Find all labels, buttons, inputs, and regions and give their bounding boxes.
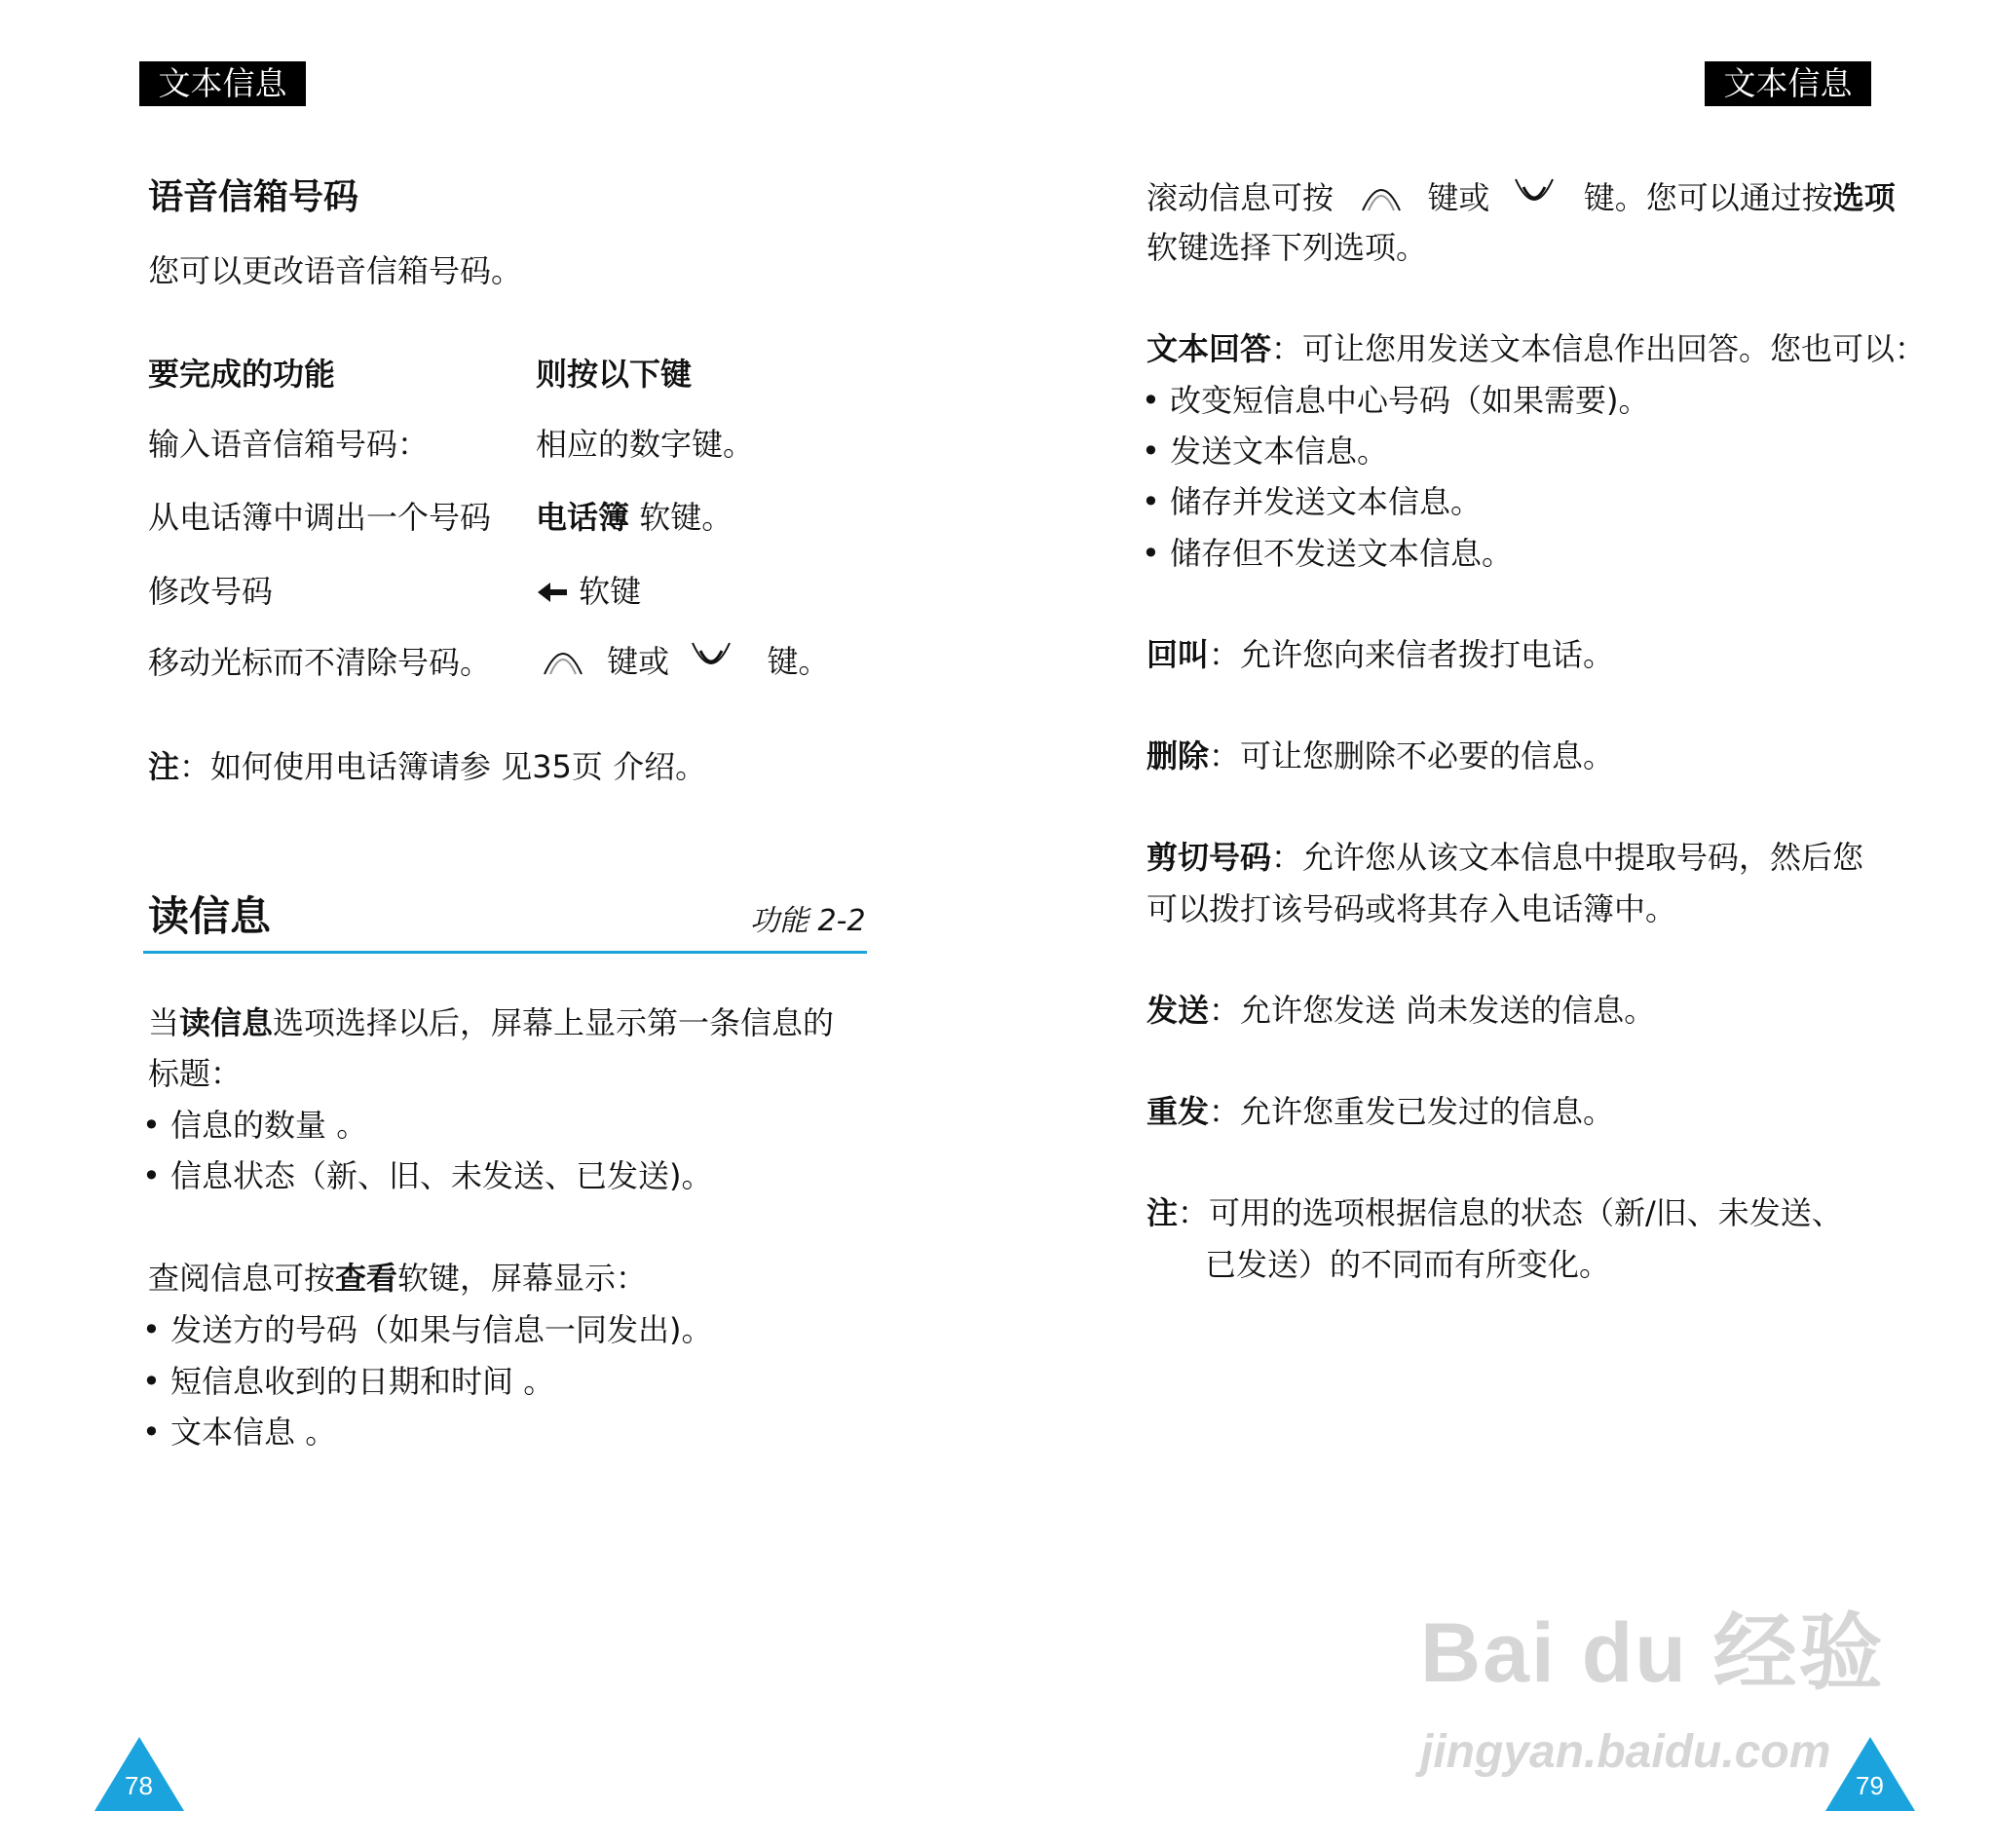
resend-label: 重发 [1146, 1093, 1210, 1130]
delete-label: 删除 [1146, 737, 1210, 774]
callback-option [1146, 635, 1614, 676]
watermark-url: jingyan.baidu.com [1420, 1726, 1831, 1778]
view-paragraph [148, 1259, 647, 1300]
callback-text: ：允许您向来信者拨打电话。 [1209, 636, 1615, 673]
list-item: • 改变短信息中心号码（如果需要)。 [1142, 381, 1650, 422]
back-arrow-icon [536, 580, 569, 605]
table-header-action: 要完成的功能 [148, 356, 336, 393]
note-label: 注 [148, 748, 180, 785]
reply-text: ：可让您用发送文本信息作出回答。您也可以： [1271, 330, 1927, 367]
callback-label: 回叫 [1146, 636, 1210, 673]
cut-number-option [1146, 838, 1863, 879]
table-row-action: 移动光标而不清除号码。 [148, 644, 492, 681]
cut-number-text: ：允许您从该文本信息中提取号码，然后您 [1271, 839, 1864, 876]
left-note [148, 747, 706, 788]
read-message-label: 读信息 [179, 1004, 274, 1041]
send-option [1146, 991, 1655, 1032]
reply-label: 文本回答 [1146, 330, 1272, 367]
right-note [1146, 1193, 1843, 1234]
right-header-tab: 文本信息 [1705, 61, 1871, 106]
read-paragraph-text: 选项选择以后，屏幕上显示第一条信息的 [273, 1004, 835, 1041]
page-number: 79 [1856, 1771, 1884, 1800]
table-row-action: 输入语音信箱号码： [148, 426, 430, 463]
scroll-paragraph-line2: 软键选择下列选项。 [1146, 229, 1428, 266]
reply-option [1146, 329, 1926, 370]
key-label: 键。 [767, 643, 830, 680]
scroll-down-icon [1512, 175, 1557, 214]
send-text: ：允许您发送 尚未发送的信息。 [1209, 992, 1656, 1029]
read-paragraph-line2: 标题： [148, 1055, 243, 1092]
note-text: ：如何使用电话簿请参 见35页 介绍。 [179, 748, 707, 785]
resend-option [1146, 1092, 1614, 1133]
table-row-key [536, 572, 641, 613]
read-paragraph-text: 当 [148, 1004, 180, 1041]
scroll-text: 键。您可以通过按 [1583, 179, 1833, 216]
list-item: • 信息状态（新、旧、未发送、已发送)。 [142, 1156, 713, 1197]
page-number: 78 [125, 1771, 153, 1800]
section-divider [143, 951, 867, 954]
scroll-paragraph [1146, 175, 1896, 219]
delete-option [1146, 736, 1614, 777]
delete-text: ：可让您删除不必要的信息。 [1209, 737, 1615, 774]
left-header-tab: 文本信息 [139, 61, 306, 106]
note-text-line2: 已发送）的不同而有所变化。 [1205, 1246, 1611, 1283]
table-header-key: 则按以下键 [536, 356, 693, 393]
key-or-label: 键或 [1427, 179, 1490, 216]
table-row-key [541, 639, 830, 683]
scroll-down-icon [689, 639, 733, 678]
list-item: • 信息的数量 。 [142, 1106, 367, 1147]
cut-number-text-line2: 可以拨打该号码或将其存入电话簿中。 [1146, 890, 1677, 927]
read-paragraph [148, 1003, 834, 1044]
note-label: 注 [1146, 1194, 1179, 1231]
send-label: 发送 [1146, 992, 1210, 1029]
scroll-up-icon [1359, 175, 1404, 214]
list-item: • 储存但不发送文本信息。 [1142, 534, 1513, 575]
table-row-action: 从电话簿中调出一个号码 [148, 499, 492, 536]
list-item: • 储存并发送文本信息。 [1142, 482, 1482, 523]
phonebook-key-label: 电话簿 [536, 499, 630, 536]
scroll-text: 滚动信息可按 [1146, 179, 1334, 216]
table-row-action: 修改号码 [148, 573, 274, 610]
softkey-label: 软键 [579, 573, 642, 610]
note-text: ：可用的选项根据信息的状态（新/旧、未发送、 [1178, 1194, 1843, 1231]
cut-number-label: 剪切号码 [1146, 839, 1272, 876]
section-function-number: 功能 2-2 [750, 904, 866, 938]
scroll-up-icon [541, 639, 585, 678]
view-paragraph-text: 软键，屏幕显示： [397, 1260, 648, 1297]
key-or-label: 键或 [607, 643, 670, 680]
view-paragraph-text: 查阅信息可按 [148, 1260, 336, 1297]
table-row-key: 相应的数字键。 [536, 426, 755, 463]
view-softkey-label: 查看 [335, 1260, 398, 1297]
options-softkey-label: 选项 [1832, 179, 1896, 216]
resend-text: ：允许您重发已发过的信息。 [1209, 1093, 1615, 1130]
list-item: • 发送文本信息。 [1142, 432, 1388, 472]
watermark-logo: Bai du 经验 [1420, 1606, 1885, 1700]
list-item: • 文本信息 。 [142, 1413, 336, 1453]
section-title: 读信息 [148, 892, 272, 940]
table-row-key [536, 498, 733, 539]
list-item: • 发送方的号码（如果与信息一同发出)。 [142, 1310, 713, 1351]
list-item: • 短信息收到的日期和时间 。 [142, 1362, 554, 1403]
softkey-label: 软键。 [639, 499, 733, 536]
voicemail-title: 语音信箱号码 [148, 177, 359, 217]
voicemail-description: 您可以更改语音信箱号码。 [148, 252, 523, 289]
